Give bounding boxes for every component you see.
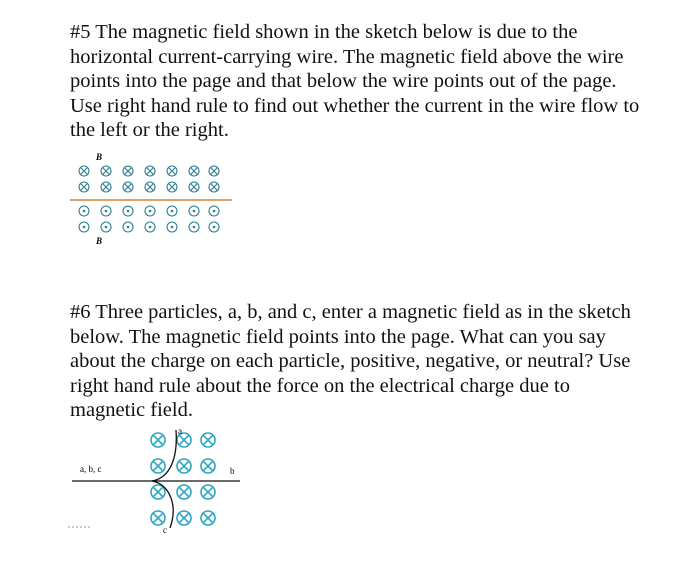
circle-cross-icon — [201, 485, 215, 499]
circle-cross-icon — [151, 433, 165, 447]
circle-cross-icon — [177, 459, 191, 473]
circle-cross-icon — [201, 433, 215, 447]
circle-cross-icon — [201, 459, 215, 473]
circle-cross-icon — [177, 511, 191, 525]
circle-cross-icon — [151, 459, 165, 473]
circle-cross-icon — [151, 485, 165, 499]
field-label-top: B — [96, 152, 103, 162]
particle-label-c: c — [163, 525, 167, 535]
circle-cross-icon — [201, 511, 215, 525]
circle-cross-icon — [151, 511, 165, 525]
particle-label-a: a — [178, 426, 182, 436]
circle-cross-icon — [177, 485, 191, 499]
particle-label-b: b — [230, 466, 235, 476]
entry-label: a, b, c — [80, 464, 102, 474]
field-label-bottom: B — [96, 236, 103, 246]
question-5-text: #5 The magnetic field shown in the sketch below is due to the horizontal current-carrying wire. The magnetic field above the wire points into the page and that below the wire points out of the page. Use right hand rule to find out whether the current in the wire flow to the left or the right. — [70, 21, 640, 141]
field-into-page-group — [151, 433, 215, 525]
question-6-text: #6 Three particles, a, b, and c, enter a magnetic field as in the sketch below. The magnetic field points into the page. What can you say about the charge on each particle, positive, negative, or neutral? Use right hand rule about the force on the electrical charge due to magnetic field. — [70, 301, 631, 421]
